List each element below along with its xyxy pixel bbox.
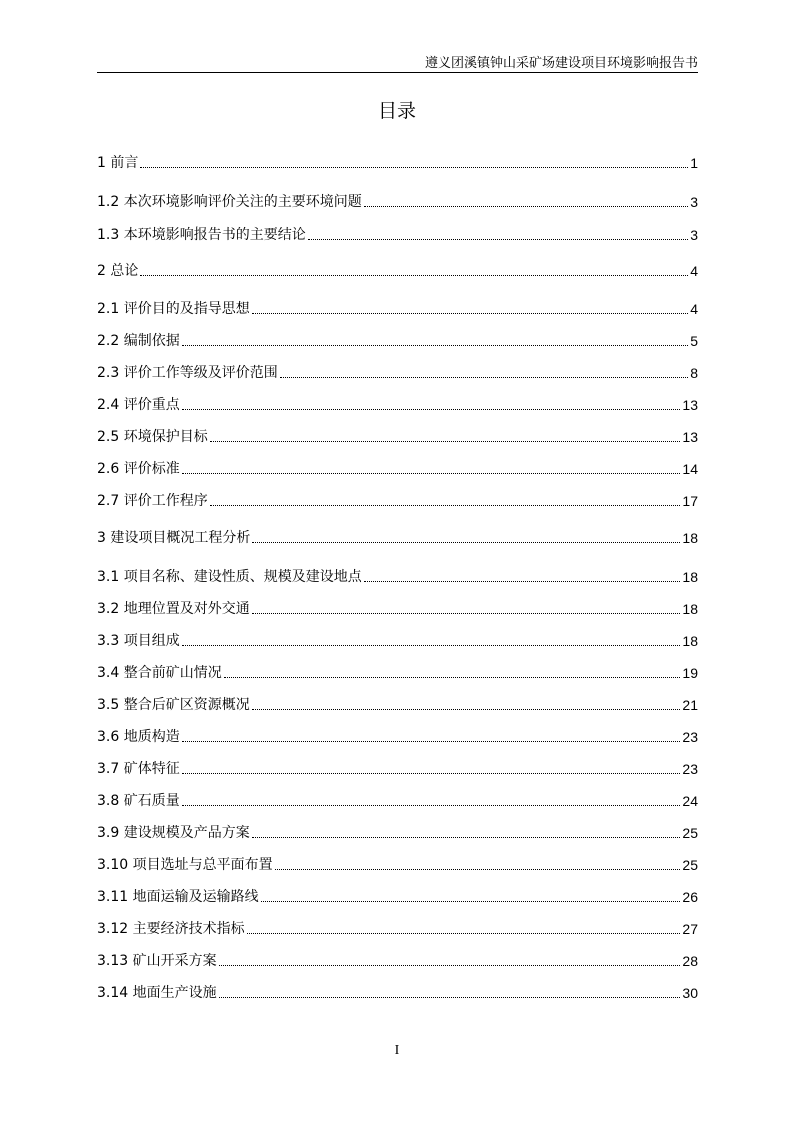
toc-entry[interactable] xyxy=(97,260,698,280)
toc-entry-page: 21 xyxy=(682,697,698,713)
toc-leader-dots xyxy=(182,644,681,646)
toc-entry[interactable] xyxy=(97,527,698,547)
toc-entry-label: 3.9 建设规模及产品方案 xyxy=(97,825,250,841)
toc-entry[interactable] xyxy=(97,726,698,746)
toc-entry[interactable] xyxy=(97,630,698,650)
toc-leader-dots xyxy=(261,900,681,902)
toc-entry-page: 18 xyxy=(682,601,698,617)
toc-entry[interactable] xyxy=(97,490,698,510)
toc-entry-label: 3 建设项目概况工程分析 xyxy=(97,530,251,546)
toc-leader-dots xyxy=(182,740,681,742)
toc-entry-page: 17 xyxy=(682,493,698,509)
toc-entry-label: 2.7 评价工作程序 xyxy=(97,493,208,509)
toc-entry-page: 13 xyxy=(682,429,698,445)
toc-entry-label: 3.2 地理位置及对外交通 xyxy=(97,601,250,617)
toc-entry-page: 18 xyxy=(682,569,698,585)
toc-entry[interactable] xyxy=(97,758,698,778)
toc-entry-page: 18 xyxy=(682,530,698,546)
toc-leader-dots xyxy=(252,541,680,543)
toc-entry[interactable] xyxy=(97,394,698,414)
toc-entry-label: 2.2 编制依据 xyxy=(97,333,180,349)
toc-entry-page: 4 xyxy=(690,301,698,317)
toc-entry-page: 25 xyxy=(682,825,698,841)
toc-leader-dots xyxy=(140,166,688,168)
toc-entry[interactable] xyxy=(97,918,698,938)
toc-leader-dots xyxy=(224,676,681,678)
toc-entry-label: 2.3 评价工作等级及评价范围 xyxy=(97,365,278,381)
toc-entry[interactable] xyxy=(97,886,698,906)
toc-entry-label: 3.6 地质构造 xyxy=(97,729,180,745)
toc-entry[interactable] xyxy=(97,458,698,478)
toc-leader-dots xyxy=(210,504,681,506)
toc-leader-dots xyxy=(364,205,688,207)
toc-entry[interactable] xyxy=(97,822,698,842)
toc-title: 目录 xyxy=(377,100,416,122)
toc-entry[interactable] xyxy=(97,298,698,318)
toc-entry-page: 19 xyxy=(682,665,698,681)
toc-entry-label: 3.13 矿山开采方案 xyxy=(97,953,217,969)
toc-entry[interactable] xyxy=(97,598,698,618)
toc-entry-label: 2.6 评价标准 xyxy=(97,461,180,477)
toc-entry-label: 3.5 整合后矿区资源概况 xyxy=(97,697,250,713)
header-rule xyxy=(97,72,698,73)
toc-leader-dots xyxy=(219,996,681,998)
toc-entry-page: 23 xyxy=(682,761,698,777)
toc-entry-label: 2 总论 xyxy=(97,263,139,279)
toc-entry-page: 5 xyxy=(690,333,698,349)
page-number: I xyxy=(394,1043,400,1058)
toc-leader-dots xyxy=(252,612,681,614)
toc-entry-page: 25 xyxy=(682,857,698,873)
toc-leader-dots xyxy=(364,580,681,582)
toc-entry-label: 1.3 本环境影响报告书的主要结论 xyxy=(97,227,306,243)
toc-entry-page: 23 xyxy=(682,729,698,745)
toc-entry[interactable] xyxy=(97,950,698,970)
toc-entry[interactable] xyxy=(97,330,698,350)
toc-entry[interactable] xyxy=(97,854,698,874)
toc-entry[interactable] xyxy=(97,694,698,714)
toc-entry[interactable] xyxy=(97,224,698,244)
toc-entry-page: 1 xyxy=(690,155,698,171)
toc-entry-label: 3.10 项目选址与总平面布置 xyxy=(97,857,273,873)
toc-leader-dots xyxy=(140,274,688,276)
toc-leader-dots xyxy=(182,472,681,474)
toc-entry-label: 3.11 地面运输及运输路线 xyxy=(97,889,259,905)
toc-leader-dots xyxy=(182,408,681,410)
toc-entry-label: 2.1 评价目的及指导思想 xyxy=(97,301,250,317)
toc-leader-dots xyxy=(182,344,688,346)
toc-entry-page: 18 xyxy=(682,633,698,649)
toc-entry-label: 3.14 地面生产设施 xyxy=(97,985,217,1001)
toc-entry-label: 3.1 项目名称、建设性质、规模及建设地点 xyxy=(97,569,362,585)
toc-entry-label: 1 前言 xyxy=(97,155,139,171)
running-header: 遵义团溪镇钟山采矿场建设项目环境影响报告书 xyxy=(424,56,698,71)
toc-leader-dots xyxy=(308,238,688,240)
toc-entry-page: 27 xyxy=(682,921,698,937)
toc-entry-page: 14 xyxy=(682,461,698,477)
toc-entry[interactable] xyxy=(97,362,698,382)
toc-entry[interactable] xyxy=(97,191,698,211)
toc-entry-label: 1.2 本次环境影响评价关注的主要环境问题 xyxy=(97,194,362,210)
toc-leader-dots xyxy=(275,868,681,870)
toc-leader-dots xyxy=(219,964,681,966)
toc-entry-label: 2.4 评价重点 xyxy=(97,397,180,413)
toc-leader-dots xyxy=(252,836,681,838)
toc-entry-page: 3 xyxy=(690,227,698,243)
toc-leader-dots xyxy=(182,804,681,806)
toc-leader-dots xyxy=(280,376,688,378)
toc-entry-page: 3 xyxy=(690,194,698,210)
toc-entry-label: 3.12 主要经济技术指标 xyxy=(97,921,245,937)
toc-entry[interactable] xyxy=(97,566,698,586)
toc-entry-page: 8 xyxy=(690,365,698,381)
toc-leader-dots xyxy=(247,932,681,934)
toc-entry[interactable] xyxy=(97,426,698,446)
toc-leader-dots xyxy=(210,440,681,442)
toc-entry-page: 26 xyxy=(682,889,698,905)
toc-leader-dots xyxy=(252,312,688,314)
toc-leader-dots xyxy=(182,772,681,774)
toc-entry-label: 2.5 环境保护目标 xyxy=(97,429,208,445)
toc-entry-label: 3.7 矿体特征 xyxy=(97,761,180,777)
toc-entry[interactable] xyxy=(97,982,698,1002)
toc-entry-page: 13 xyxy=(682,397,698,413)
toc-entry-label: 3.8 矿石质量 xyxy=(97,793,180,809)
toc-entry-label: 3.3 项目组成 xyxy=(97,633,180,649)
toc-entry-page: 30 xyxy=(682,985,698,1001)
toc-entry[interactable] xyxy=(97,662,698,682)
toc-entry[interactable] xyxy=(97,152,698,172)
toc-entry-page: 4 xyxy=(690,263,698,279)
toc-entry-page: 28 xyxy=(682,953,698,969)
toc-entry-label: 3.4 整合前矿山情况 xyxy=(97,665,222,681)
toc-entry[interactable] xyxy=(97,790,698,810)
toc-leader-dots xyxy=(252,708,681,710)
toc-entry-page: 24 xyxy=(682,793,698,809)
